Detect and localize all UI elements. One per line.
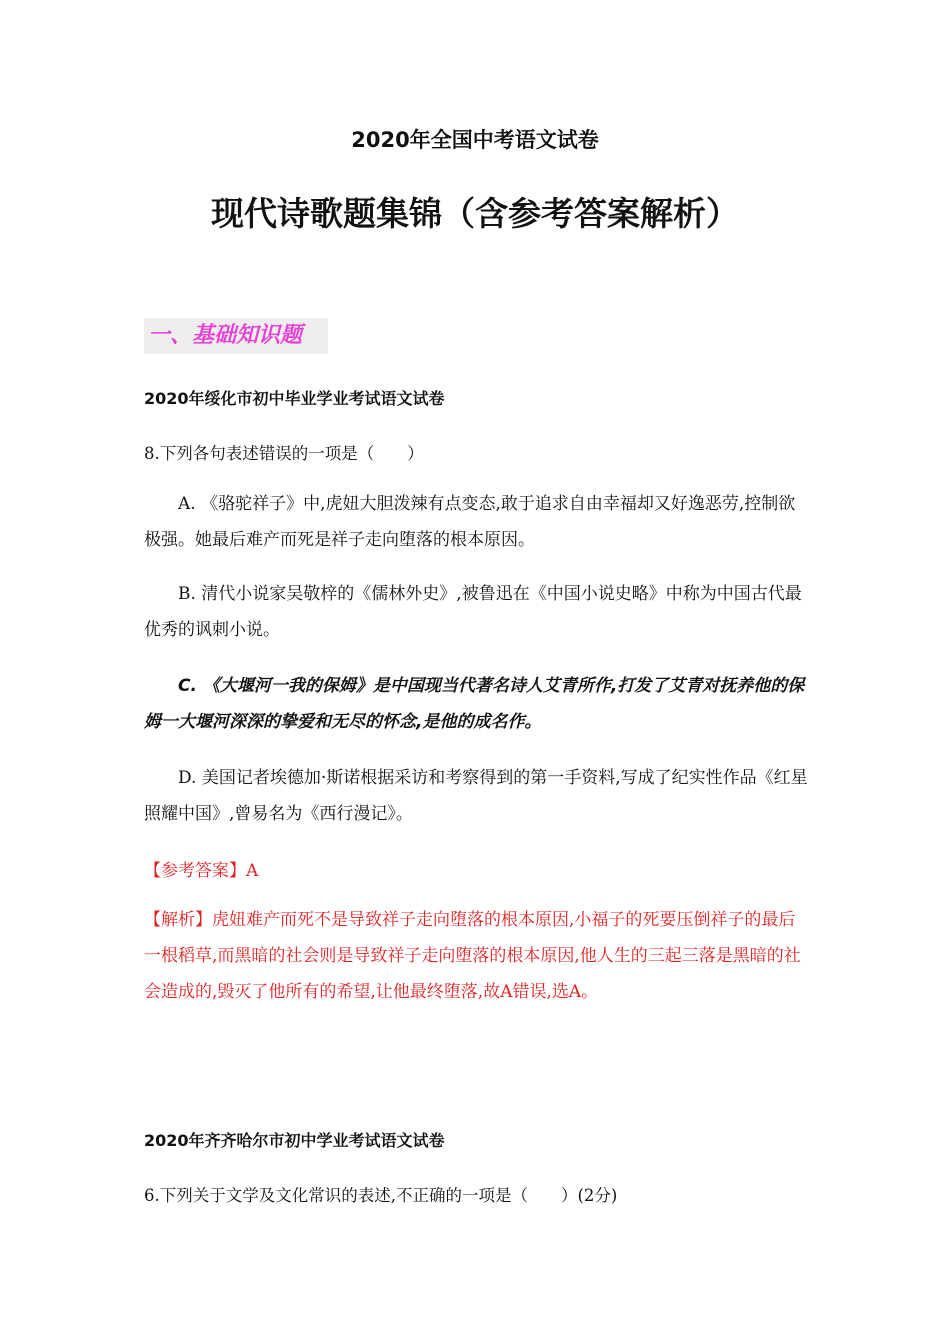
option-c: C. 《大堰河一我的保姆》是中国现当代著名诗人艾青所作,打发了艾青对抚养他的保姆一大堰河深深的挚爱和无尽的怀念,是他的成名作。 (144, 676, 805, 732)
question-6: 6.下列关于文学及文化常识的表述,不正确的一项是（ ）(2分) (144, 1186, 618, 1205)
question-8: 8.下列各句表述错误的一项是（ ） (144, 444, 424, 463)
section-heading-label: 一、基础知识题 (148, 323, 303, 348)
section-heading (144, 318, 328, 354)
answer-analysis: 【解析】虎妞难产而死不是导致祥子走向堕落的根本原因,小福子的死要压倒祥子的最后一根稻草,而黑暗的社会则是导致祥子走向堕落的根本原因,他人生的三起三落是黑暗的社会造成的,毁灭了他所有的希望,让他最终堕落,故A错误,选A。 (144, 910, 801, 1002)
exam-title-qiqihar: 2020年齐齐哈尔市初中学业考试语文试卷 (144, 1131, 445, 1150)
reference-answer: 【参考答案】A (144, 861, 259, 881)
option-d: D. 美国记者埃德加·斯诺根据采访和考察得到的第一手资料,写成了纪实性作品《红星照耀中国》,曾易名为《西行漫记》。 (144, 768, 808, 824)
document-subtitle: 2020年全国中考语文试卷 (351, 128, 599, 152)
option-b: B. 清代小说家吴敬梓的《儒林外史》,被鲁迅在《中国小说史略》中称为中国古代最优秀的讽刺小说。 (144, 584, 802, 640)
option-a: A. 《骆驼祥子》中,虎妞大胆泼辣有点变态,敢于追求自由幸福却又好逸恶劳,控制欲极强。她最后难产而死是祥子走向堕落的根本原因。 (144, 494, 796, 550)
document-title: 现代诗歌题集锦（含参考答案解析） (211, 194, 739, 233)
exam-title-suihua: 2020年绥化市初中毕业学业考试语文试卷 (144, 389, 445, 408)
